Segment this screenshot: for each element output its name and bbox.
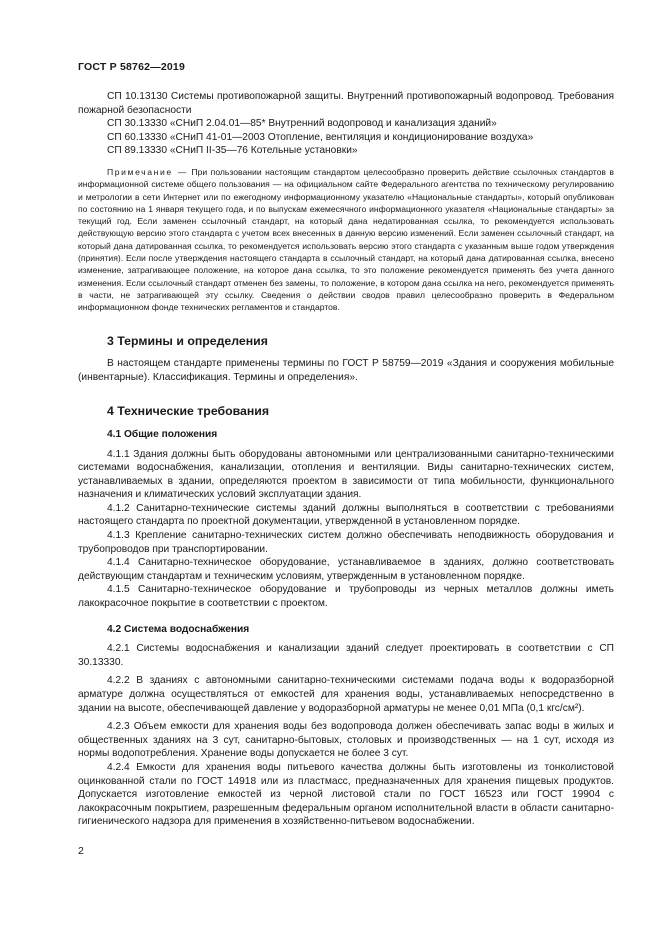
subsection-4-1-heading: 4.1 Общие положения [107, 428, 218, 440]
reference-item: СП 30.13330 «СНиП 2.04.01—85* Внутренний водопровод и канализация зданий» [107, 118, 497, 130]
section-3-text: В настоящем стандарте применены термины по ГОСТ Р 58759—2019 «Здания и сооружения мобильные (инвентарные). Классификация. Термины и определения». [78, 358, 614, 383]
clause-4-2-4: 4.2.4 Емкости для хранения воды питьевого качества должны быть изготовлены из тонколистовой оцинкованной стали по ГОСТ 14918 или из пластмасс, предназначенных для хранения пищевых продуктов. Допускается изготовление емкостей из черной листовой стали по ГОСТ 16523 или ГОСТ 19904 с лакокрасочным покрытием, разрешенным федеральным органом исполнительной власти в области санитарно-гигиенического надзора для применения в хозяйственно-питьевом водоснабжении. [78, 761, 614, 828]
reference-item: СП 10.13130 Системы противопожарной защиты. Внутренний противопожарный водопровод. Требования пожарной безопасности [78, 91, 614, 116]
document-body [78, 90, 614, 829]
clause-4-1-4: 4.1.4 Санитарно-техническое оборудование, устанавливаемое в зданиях, должно соответствовать действующим стандартам и техническим условиям, утвержденным в установленном порядке. [78, 557, 614, 582]
section-4-heading: 4 Технические требования [107, 404, 269, 419]
page-number: 2 [78, 845, 84, 857]
clause-4-2-3: 4.2.3 Объем емкости для хранения воды без водопровода должен обеспечивать запас воды в жилых и общественных зданиях на 3 сут, санитарно-бытовых, столовых и производственных — на 1 сут, исходя из нормы водопотребления. Хранение воды допускается не более 3 сут. [78, 721, 614, 760]
note-lead: Примечание — [107, 166, 188, 177]
clause-4-2-1: 4.2.1 Системы водоснабжения и канализации зданий следует проектировать в соответствии с СП 30.13330. [78, 643, 614, 668]
clause-4-1-5: 4.1.5 Санитарно-техническое оборудование и трубопроводы из черных металлов должны иметь лакокрасочное покрытие в соответствии с проектом. [78, 584, 614, 610]
clause-4-1-2: 4.1.2 Санитарно-технические системы зданий должны выполняться в соответствии с требованиями настоящего стандарта по проектной документации, утвержденной в установленном порядке. [78, 502, 614, 528]
reference-note [78, 166, 614, 314]
subsection-4-2-heading: 4.2 Система водоснабжения [107, 623, 250, 635]
clause-4-2-2: 4.2.2 В зданиях с автономными санитарно-техническими системами подача воды к водоразборной арматуре должна осуществляться от емкостей для хранения воды, устанавливаемых непосредственно в здании на высоте, обеспечивающей давление у водоразборной арматуры не менее 0,01 МПа (0,1 кгс/см²). [78, 675, 614, 714]
standard-header: ГОСТ Р 58762—2019 [78, 61, 186, 73]
clause-4-1-3: 4.1.3 Крепление санитарно-технических систем должно обеспечивать неподвижность оборудования и трубопроводов при транспортировании. [78, 530, 614, 555]
reference-item: СП 89.13330 «СНиП II-35—76 Котельные установки» [107, 145, 358, 157]
section-3-heading: 3 Термины и определения [107, 333, 268, 348]
clause-4-1-1: 4.1.1 Здания должны быть оборудованы автономными или централизованными санитарно-техническими системами водоснабжения, канализации, отопления и вентиляции. Виды санитарно-технических систем, устанавливаемых в здании, определяются проектом в зависимости от типа мобильности, функционального назначения и климатических условий эксплуатации здания. [78, 448, 614, 501]
note-text: При пользовании настоящим стандартом целесообразно проверить действие ссылочных стандартов в информационной системе общего пользования — на официальном сайте Федерального агентства по техническому регулированию и метрологии в сети Интернет или по ежегодному информационному указателю «Национальные стандарты», который опубликован по состоянию на 1 января текущего года, и по выпускам ежемесячного информационного указателя «Национальные стандарты» за текущий год. Если заменен ссылочный стандарт, на который дана недатированная ссылка, то рекомендуется использовать действующую версию этого стандарта с учетом всех внесенных в данную версию изменений. Если заменен ссылочный стандарт, на который дана датированная ссылка, то рекомендуется использовать версию этого стандарта с указанным выше годом утверждения (принятия). Если после утверждения настоящего стандарта в ссылочный стандарт, на который дана датированная ссылка, внесено изменение, затрагивающее положение, на которое дана ссылка, то это положение рекомендуется применять без учета данного изменения. Если ссылочный стандарт отменен без замены, то положение, в котором дана ссылка на него, рекомендуется применять в части, не затрагивающей эту ссылку. Сведения о действии сводов правил целесообразно проверить в Федеральном информационном фонде технических регламентов и стандартов. [78, 166, 614, 313]
reference-item: СП 60.13330 «СНиП 41-01—2003 Отопление, вентиляция и кондиционирование воздуха» [107, 131, 534, 143]
